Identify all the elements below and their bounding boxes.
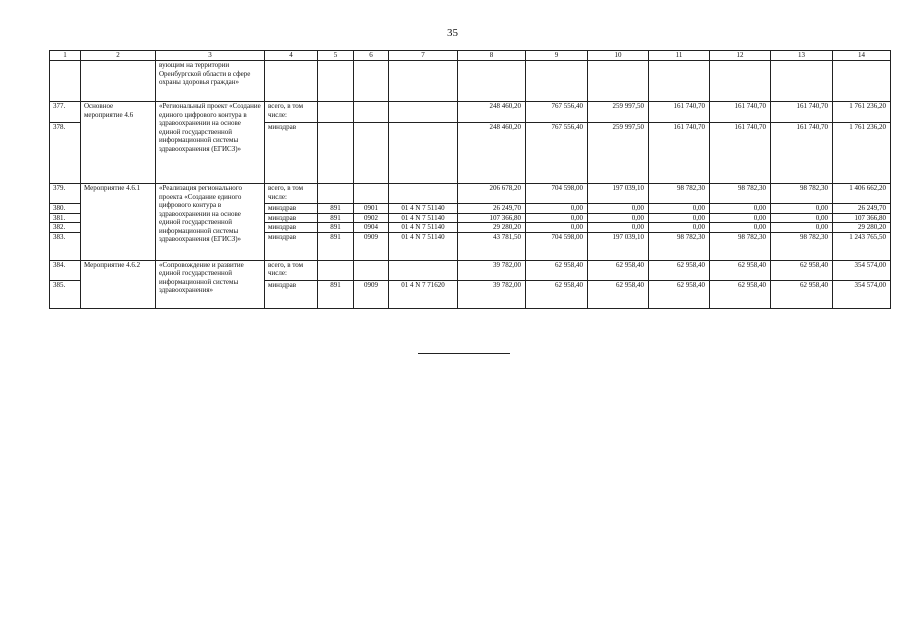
- row-number: 378.: [50, 123, 81, 184]
- grbs-code: [318, 184, 354, 204]
- value-cell: 161 740,70: [649, 102, 710, 123]
- value-cell: 98 782,30: [710, 184, 771, 204]
- value-cell: 259 997,50: [588, 123, 649, 184]
- value-cell: 1 406 662,20: [833, 184, 891, 204]
- value-cell: 0,00: [771, 213, 833, 223]
- value-cell: 0,00: [588, 204, 649, 214]
- value-cell: 0,00: [649, 213, 710, 223]
- value-cell: 0,00: [710, 213, 771, 223]
- target-code: 01 4 N 7 71620: [389, 280, 458, 308]
- value-cell: 0,00: [771, 223, 833, 233]
- value-cell: 0,00: [588, 223, 649, 233]
- value-cell: 161 740,70: [649, 123, 710, 184]
- column-header: 8: [458, 51, 526, 61]
- value-cell: 98 782,30: [649, 184, 710, 204]
- value-cell: 161 740,70: [710, 123, 771, 184]
- row-number: 382.: [50, 223, 81, 233]
- value-cell: 62 958,40: [526, 260, 588, 280]
- value-cell: 107 366,80: [833, 213, 891, 223]
- value-cell: 98 782,30: [771, 184, 833, 204]
- activity-name: Основное мероприятие 4.6: [81, 102, 156, 184]
- target-code: [389, 123, 458, 184]
- grbs-code: [318, 102, 354, 123]
- section-code: [354, 260, 389, 280]
- row-number: 380.: [50, 204, 81, 214]
- value-cell: 62 958,40: [771, 280, 833, 308]
- row-number: 383.: [50, 232, 81, 260]
- value-cell: 1 243 765,50: [833, 232, 891, 260]
- value-cell: 39 782,00: [458, 260, 526, 280]
- value-cell: 62 958,40: [649, 260, 710, 280]
- row-number: 385.: [50, 280, 81, 308]
- column-header: 4: [265, 51, 318, 61]
- value-cell: 259 997,50: [588, 102, 649, 123]
- grbs-code: 891: [318, 232, 354, 260]
- section-code: 0909: [354, 232, 389, 260]
- value-cell: 704 598,00: [526, 232, 588, 260]
- value-cell: 0,00: [526, 204, 588, 214]
- column-header: 7: [389, 51, 458, 61]
- column-header: 2: [81, 51, 156, 61]
- value-cell: 197 039,10: [588, 232, 649, 260]
- value-cell: 704 598,00: [526, 184, 588, 204]
- value-cell: 98 782,30: [649, 232, 710, 260]
- value-cell: 248 460,20: [458, 102, 526, 123]
- column-header: 10: [588, 51, 649, 61]
- grbs-code: 891: [318, 280, 354, 308]
- executor: всего, в том числе:: [265, 102, 318, 123]
- value-cell: 197 039,10: [588, 184, 649, 204]
- grbs-code: 891: [318, 213, 354, 223]
- activity-description: «Реализация регионального проекта «Создание единого цифрового контура в здравоохранении на основе единой государственной информационной системы здравоохранения (ЕГИСЗ)»: [156, 184, 265, 261]
- value-cell: 354 574,00: [833, 280, 891, 308]
- column-header: 12: [710, 51, 771, 61]
- value-cell: 62 958,40: [588, 260, 649, 280]
- section-code: [354, 123, 389, 184]
- target-code: [389, 102, 458, 123]
- end-rule: [418, 353, 510, 354]
- value-cell: 206 678,20: [458, 184, 526, 204]
- executor: минздрав: [265, 232, 318, 260]
- column-header: 13: [771, 51, 833, 61]
- value-cell: 1 761 236,20: [833, 102, 891, 123]
- value-cell: 107 366,80: [458, 213, 526, 223]
- value-cell: 0,00: [771, 204, 833, 214]
- section-code: 0901: [354, 204, 389, 214]
- section-code: [354, 102, 389, 123]
- value-cell: 98 782,30: [771, 232, 833, 260]
- budget-table: [49, 50, 891, 309]
- row-number: 379.: [50, 184, 81, 204]
- grbs-code: [318, 260, 354, 280]
- section-code: 0902: [354, 213, 389, 223]
- value-cell: 62 958,40: [649, 280, 710, 308]
- target-code: 01 4 N 7 51140: [389, 223, 458, 233]
- value-cell: 161 740,70: [771, 102, 833, 123]
- column-header: 3: [156, 51, 265, 61]
- value-cell: 29 280,20: [458, 223, 526, 233]
- value-cell: 43 781,50: [458, 232, 526, 260]
- section-code: 0909: [354, 280, 389, 308]
- executor: всего, в том числе:: [265, 260, 318, 280]
- value-cell: 29 280,20: [833, 223, 891, 233]
- table-row: [50, 260, 891, 280]
- value-cell: 39 782,00: [458, 280, 526, 308]
- row-number: 381.: [50, 213, 81, 223]
- activity-name: Мероприятие 4.6.1: [81, 184, 156, 261]
- header-row: [50, 51, 891, 61]
- table-row: [50, 102, 891, 123]
- value-cell: 98 782,30: [710, 232, 771, 260]
- section-code: [354, 184, 389, 204]
- value-cell: 354 574,00: [833, 260, 891, 280]
- value-cell: 0,00: [649, 204, 710, 214]
- value-cell: 248 460,20: [458, 123, 526, 184]
- value-cell: 0,00: [649, 223, 710, 233]
- executor: минздрав: [265, 223, 318, 233]
- value-cell: 62 958,40: [526, 280, 588, 308]
- row-number: 377.: [50, 102, 81, 123]
- column-header: 14: [833, 51, 891, 61]
- value-cell: 1 761 236,20: [833, 123, 891, 184]
- value-cell: 62 958,40: [710, 260, 771, 280]
- value-cell: 62 958,40: [771, 260, 833, 280]
- target-code: [389, 260, 458, 280]
- value-cell: 0,00: [588, 213, 649, 223]
- column-header: 11: [649, 51, 710, 61]
- value-cell: 26 249,70: [458, 204, 526, 214]
- value-cell: 62 958,40: [588, 280, 649, 308]
- column-header: 1: [50, 51, 81, 61]
- grbs-code: 891: [318, 204, 354, 214]
- value-cell: 161 740,70: [710, 102, 771, 123]
- target-code: 01 4 N 7 51140: [389, 232, 458, 260]
- row-number: 384.: [50, 260, 81, 280]
- value-cell: 0,00: [526, 223, 588, 233]
- page-number: 35: [447, 27, 458, 39]
- executor: минздрав: [265, 204, 318, 214]
- table-row: [50, 61, 891, 102]
- column-header: 9: [526, 51, 588, 61]
- target-code: 01 4 N 7 51140: [389, 204, 458, 214]
- target-code: 01 4 N 7 51140: [389, 213, 458, 223]
- target-code: [389, 184, 458, 204]
- activity-description: «Региональный проект «Создание единого цифрового контура в здравоохранении на основе единой государственной информационной системы здравоохранения (ЕГИСЗ)»: [156, 102, 265, 184]
- value-cell: 767 556,40: [526, 123, 588, 184]
- value-cell: 0,00: [526, 213, 588, 223]
- table-row: [50, 184, 891, 204]
- value-cell: 767 556,40: [526, 102, 588, 123]
- value-cell: 26 249,70: [833, 204, 891, 214]
- value-cell: 161 740,70: [771, 123, 833, 184]
- continuation-text: вующим на территории Оренбургской области в сфере охраны здоровья граждан»: [156, 61, 265, 102]
- executor: минздрав: [265, 280, 318, 308]
- executor: всего, в том числе:: [265, 184, 318, 204]
- value-cell: 0,00: [710, 223, 771, 233]
- section-code: 0904: [354, 223, 389, 233]
- column-header: 6: [354, 51, 389, 61]
- column-header: 5: [318, 51, 354, 61]
- executor: минздрав: [265, 213, 318, 223]
- activity-name: Мероприятие 4.6.2: [81, 260, 156, 308]
- value-cell: 62 958,40: [710, 280, 771, 308]
- executor: минздрав: [265, 123, 318, 184]
- activity-description: «Сопровождение и развитие единой государственной информационной системы здравоохранения»: [156, 260, 265, 308]
- grbs-code: 891: [318, 223, 354, 233]
- value-cell: 0,00: [710, 204, 771, 214]
- grbs-code: [318, 123, 354, 184]
